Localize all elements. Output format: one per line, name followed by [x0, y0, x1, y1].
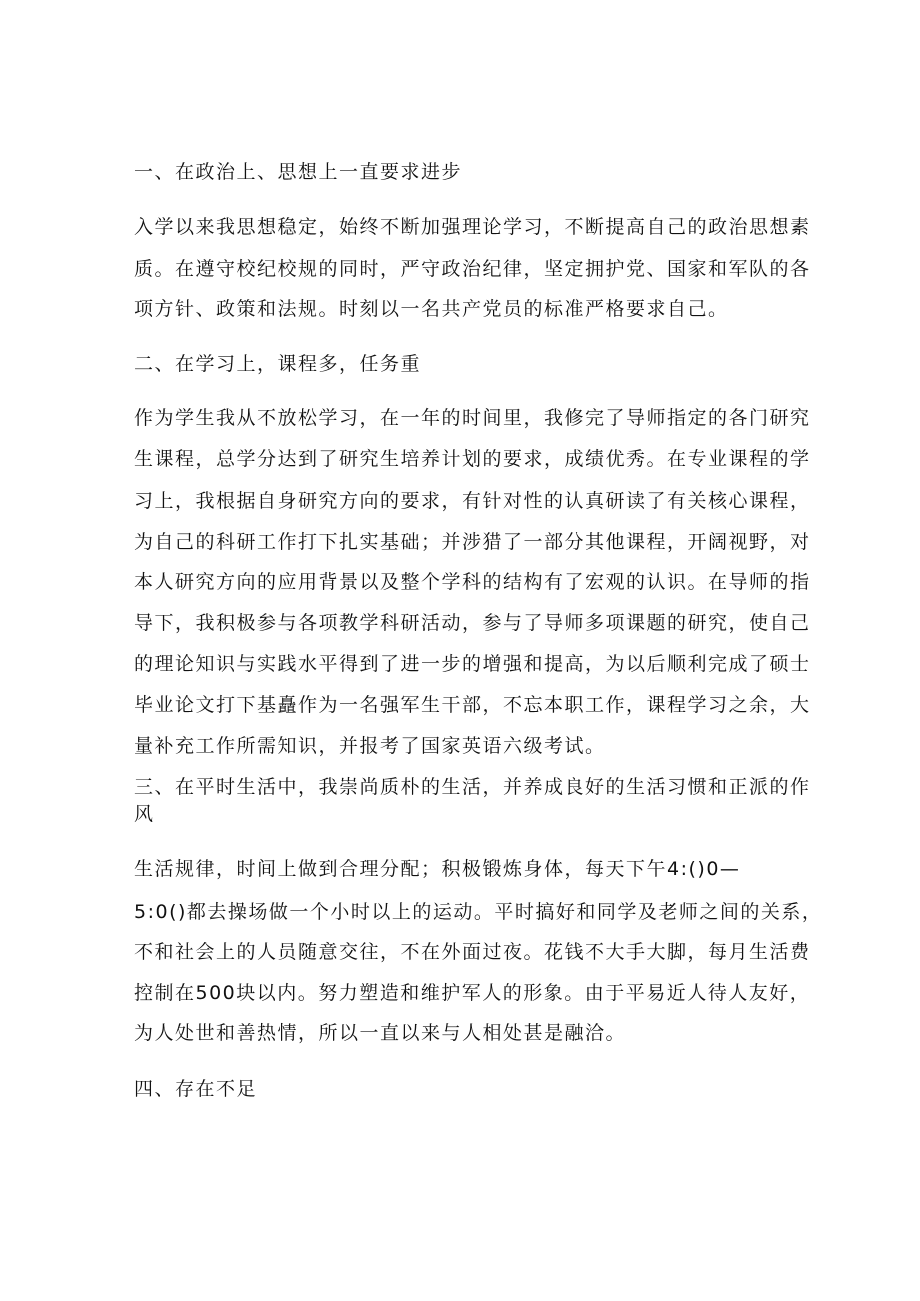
paragraph-1-line-3: 项方针、政策和法规。时刻以一名共产党员的标准严格要求自己。 — [134, 298, 729, 320]
paragraph-2-line-8: 毕业论文打下基矗作为一名强军生干部，不忘本职工作，课程学习之余，大 — [134, 694, 811, 716]
paragraph-2-line-2: 生课程，总学分达到了研究生培养计划的要求，成绩优秀。在专业课程的学 — [134, 448, 811, 470]
paragraph-2-line-9: 量补充工作所需知识，并报考了国家英语六级考试。 — [134, 735, 606, 757]
section-heading-2: 二、在学习上，课程多，任务重 — [134, 353, 422, 375]
paragraph-2-line-5: 本人研究方向的应用背景以及整个学科的结构有了宏观的认识。在导师的指 — [134, 571, 811, 593]
section-heading-3-line-1: 三、在平时生活中，我崇尚质朴的生活，并养成良好的生活习惯和正派的作 — [134, 776, 811, 798]
paragraph-3-line-3: 不和社会上的人员随意交往，不在外面过夜。花钱不大手大脚，每月生活费 — [134, 941, 811, 963]
section-heading-3-line-2: 风 — [134, 803, 155, 825]
paragraph-2-line-1: 作为学生我从不放松学习，在一年的时间里，我修完了导师指定的各门研究 — [134, 407, 811, 429]
paragraph-1-line-1: 入学以来我思想稳定，始终不断加强理论学习，不断提高自己的政治思想素 — [134, 216, 811, 238]
paragraph-2-line-4: 为自己的科研工作打下扎实基础；并涉猎了一部分其他课程，开阔视野，对 — [134, 531, 811, 553]
paragraph-3-line-1: 生活规律，时间上做到合理分配；积极锻炼身体，每天下午4:()0— — [134, 858, 741, 880]
paragraph-2-line-7: 的理论知识与实践水平得到了进一步的增强和提高，为以后顺利完成了硕士 — [134, 653, 811, 675]
paragraph-1-line-2: 质。在遵守校纪校规的同时，严守政治纪律，坚定拥护党、国家和军队的各 — [134, 258, 811, 280]
paragraph-3-line-5: 为人处世和善热情，所以一直以来与人相处甚是融洽。 — [134, 1022, 627, 1044]
paragraph-3-line-4: 控制在500块以内。努力塑造和维护军人的形象。由于平易近人待人友好， — [134, 982, 811, 1004]
paragraph-3-line-2: 5:0()都去操场做一个小时以上的运动。平时搞好和同学及老师之间的关系， — [134, 901, 823, 923]
paragraph-2-line-6: 导下，我积极参与各项教学科研活动，参与了导师多项课题的研究，使自己 — [134, 612, 811, 634]
section-heading-1: 一、在政治上、思想上一直要求进步 — [134, 161, 463, 183]
section-heading-4: 四、存在不足 — [134, 1078, 258, 1100]
paragraph-2-line-3: 习上，我根据自身研究方向的要求，有针对性的认真研读了有关核心课程， — [134, 490, 811, 512]
